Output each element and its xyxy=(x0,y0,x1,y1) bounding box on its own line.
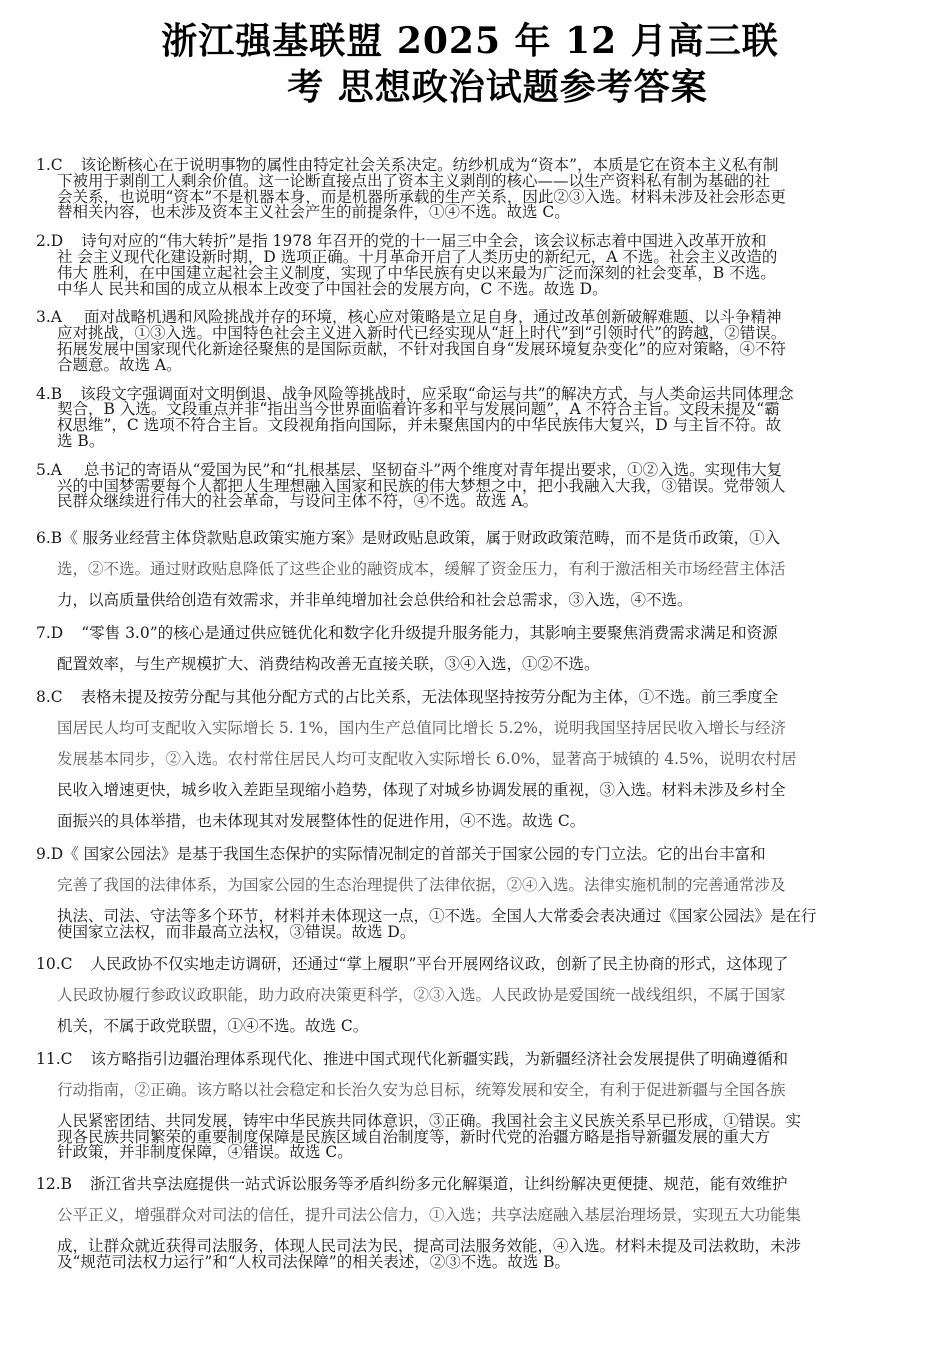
answer-item-4 xyxy=(36,384,916,450)
answer-line: 针政策，并非制度保障，④错误。故选 C。 xyxy=(57,1143,353,1162)
answer-line: 该方略指引边疆治理体系现代化、推进中国式现代化新疆实践，为新疆经济社会发展提供了明确遵循和 xyxy=(90,1049,789,1068)
answer-number: 6.B xyxy=(36,529,63,548)
answer-line: 选，②不选。通过财政贴息降低了这些企业的融资成本，缓解了资金压力，有利于激活相关市场经营主体活 xyxy=(57,560,786,579)
answer-number: 7.D xyxy=(36,624,64,643)
answer-line: 替相关内容，也未涉及资本主义社会产生的前提条件，①④不选。故选 C。 xyxy=(57,203,570,222)
answer-line: 选 B。 xyxy=(57,431,105,450)
answer-item-6 xyxy=(36,523,916,616)
answer-line: 公平正义，增强群众对司法的信任，提升司法公信力，①入选；共享法庭融入基层治理场景，实现五大功能集 xyxy=(57,1206,802,1225)
answer-item-1 xyxy=(36,158,916,221)
answer-item-12 xyxy=(36,1169,916,1271)
answer-line: 兴的中国梦需要每个人都把人生理想融入国家和民族的伟大梦想之中，把小我融入大我，③错误。党带领人 xyxy=(57,476,786,495)
answer-list xyxy=(36,158,916,1271)
answer-line: 配置效率，与生产规模扩大、消费结构改善无直接关联，③④入选，①②不选。 xyxy=(57,655,600,674)
answer-item-9 xyxy=(36,839,916,941)
title-line-1: 浙江强基联盟 2025 年 12 月高三联 xyxy=(161,20,779,62)
answer-line: 人民政协履行参政议政职能，助力政府决策更科学，②③入选。人民政协是爱国统一战线组织，不属于国家 xyxy=(57,985,786,1004)
answer-line: 下被用于剥削工人剩余价值。这一论断直接点出了资本主义剥削的核心——以生产资料私有制为基础的社 xyxy=(57,171,771,190)
answer-line: 应对挑战，①③入选。中国特色社会主义进入新时代已经实现从“赶上时代”到“引领时代”的跨越，②错误。 xyxy=(57,324,787,343)
answer-item-7 xyxy=(36,618,916,680)
answer-line: 人民政协不仅实地走访调研，还通过“掌上履职”平台开展网络议政，创新了民主协商的形式，这体现了 xyxy=(90,954,789,973)
answer-line: 力，以高质量供给创造有效需求，并非单纯增加社会总供给和社会总需求，③入选，④不选。 xyxy=(57,591,693,610)
answer-line: 国居民人均可支配收入实际增长 5. 1%，国内生产总值同比增长 5.2%，说明我国坚持居民收入增长与经济 xyxy=(57,719,787,738)
answer-line: 伟大 胜利，在中国建立起社会主义制度，实现了中华民族有史以来最为广泛而深刻的社会变革，B 不选。 xyxy=(57,263,776,282)
answer-item-11 xyxy=(36,1044,916,1161)
answer-number: 5.A xyxy=(36,460,62,479)
answer-number: 4.B xyxy=(36,384,63,403)
answer-line: 拓展发展中国家现代化新途径聚焦的是国际贡献，不针对我国自身“发展环境复杂变化”的应对策略，④不符 xyxy=(57,339,786,358)
document-title xyxy=(0,18,950,110)
answer-line: 成，让群众就近获得司法服务，体现人民司法为民，提高司法服务效能，④入选。材料未提及司法救助，未涉 xyxy=(57,1237,802,1256)
answer-line: 诗句对应的“伟大转折”是指 1978 年召开的党的十一届三中全会，该会议标志着中国进入改革开放和 xyxy=(81,232,767,251)
answer-item-3 xyxy=(36,310,916,373)
answer-line: 行动指南，②正确。该方略以社会稳定和长治久安为总目标，统筹发展和安全，有利于促进新疆与全国各族 xyxy=(57,1080,786,1099)
answer-number: 1.C xyxy=(36,156,63,174)
answer-number: 10.C xyxy=(36,954,73,973)
answer-number: 3.A xyxy=(36,308,62,327)
answer-line: 《 服务业经营主体贷款贴息政策实施方案》是财政贴息政策，属于财政政策范畴，而不是货币政策，①入 xyxy=(62,529,781,548)
answer-line: 机关，不属于政党联盟，①④不选。故选 C。 xyxy=(57,1016,369,1035)
answer-line: 浙江省共享法庭提供一站式诉讼服务等矛盾纠纷多元化解渠道，让纠纷解决更便捷、规范，能有效维护 xyxy=(90,1175,788,1194)
answer-line: 表格未提及按劳分配与其他分配方式的占比关系，无法体现坚持按劳分配为主体，①不选。前三季度全 xyxy=(80,688,779,707)
answer-line: 权思维”，C 选项不符合主旨。文段视角指向国际，并未聚焦国内的中华民族伟大复兴，D 与主旨不符。故 xyxy=(57,416,782,435)
answer-line: 完善了我国的法律体系，为国家公园的生态治理提供了法律依据，②④入选。法律实施机制的完善通常涉及 xyxy=(57,876,786,895)
answer-number: 2.D xyxy=(36,232,64,251)
answer-line: 民群众继续进行伟大的社会革命，与设问主体不符，④不选。故选 A。 xyxy=(57,492,539,511)
answer-item-2 xyxy=(36,234,916,297)
answer-line: 使国家立法权，而非最高立法权，③错误。故选 D。 xyxy=(57,922,416,941)
answer-line: 面振兴的具体举措，也未体现其对发展整体性的促进作用，④不选。故选 C。 xyxy=(57,812,586,831)
answer-number: 9.D xyxy=(36,845,64,864)
answer-line: 会关系，也说明“资本”不是机器本身，而是机器所承载的生产关系，因此②③入选。材料未涉及社会形态更 xyxy=(57,187,786,206)
answer-number: 11.C xyxy=(36,1049,73,1068)
answer-item-5 xyxy=(36,460,916,511)
answer-line: 总书记的寄语从“爱国为民”和“扎根基层、坚韧奋斗”两个维度对青年提出要求，①②入选。实现伟大复 xyxy=(83,460,783,479)
answer-line: 现各民族共同繁荣的重要制度保障是民族区域自治制度等，新时代党的治疆方略是指导新疆发展的重大方 xyxy=(57,1127,771,1146)
answer-line: 发展基本同步，②入选。农村常住居民人均可支配收入实际增长 6.0%，显著高于城镇的 4.5%，说明农村居 xyxy=(57,750,797,769)
answer-line: 中华人 民共和国的成立从根本上改变了中国社会的发展方向，C 不选。故选 D。 xyxy=(57,279,608,298)
answer-line: 执法、司法、守法等多个环节，材料并未体现这一点，①不选。全国人大常委会表决通过《国家公园法》是在行 xyxy=(57,907,817,926)
answer-item-8 xyxy=(36,682,916,837)
answer-line: 合题意。故选 A。 xyxy=(57,355,182,374)
answer-line: 民收入增速更快，城乡收入差距呈现缩小趋势，体现了对城乡协调发展的重视，③入选。材料未涉及乡村全 xyxy=(57,781,786,800)
answer-line: 及“规范司法权力运行”和“人权司法保障”的相关表述，②③不选。故选 B。 xyxy=(57,1252,571,1271)
answer-line: 《 国家公园法》是基于我国生态保护的实际情况制定的首部关于国家公园的专门立法。它的出台丰富和 xyxy=(63,845,766,864)
answer-line: 社 会主义现代化建设新时期，D 选项正确。十月革命开启了人类历史的新纪元，A 不选。社会主义改造的 xyxy=(57,247,778,266)
answer-line: 该段文字强调面对文明倒退、战争风险等挑战时，应采取“命运与共”的解决方式，与人类命运共同体理念 xyxy=(80,384,794,403)
answer-line: 面对战略机遇和风险挑战并存的环境，核心应对策略是立足自身，通过改革创新破解难题、以斗争精神 xyxy=(83,308,782,327)
answer-line: “零售 3.0”的核心是通过供应链优化和数字化升级提升服务能力，其影响主要聚焦消费需求满足和资源 xyxy=(81,624,778,643)
answer-number: 12.B xyxy=(36,1175,73,1194)
answer-line: 该论断核心在于说明事物的属性由特定社会关系决定。纺纱机成为“资本”，本质是它在资本主义私有制 xyxy=(80,156,779,174)
answer-item-10 xyxy=(36,949,916,1042)
answer-line: 人民紧密团结、共同发展，铸牢中华民族共同体意识，③正确。我国社会主义民族关系早已形成，①错误。实 xyxy=(57,1111,802,1130)
answer-number: 8.C xyxy=(36,688,63,707)
title-line-2: 考 思想政治试题参考答案 xyxy=(287,66,708,108)
answer-line: 契合，B 入选。文段重点并非“指出当今世界面临着许多和平与发展问题”，A 不符合主旨。文段未提及“霸 xyxy=(57,400,780,419)
